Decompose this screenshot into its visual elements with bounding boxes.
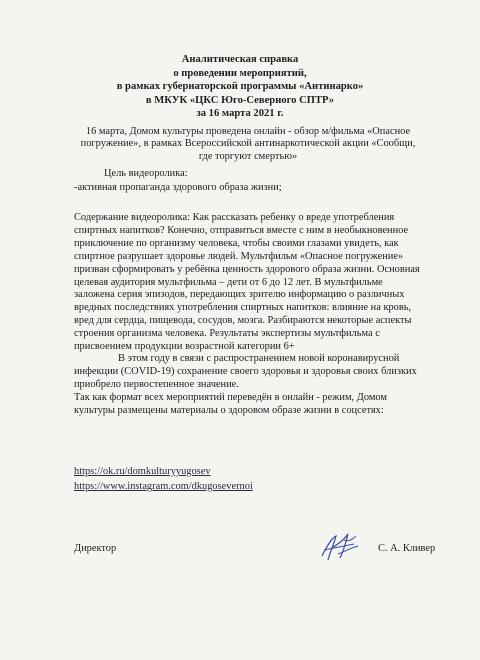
- content-line: призван сформировать у ребёнка ценность здорового образа жизни. Основная: [74, 263, 420, 275]
- covid-line: культуры размещены материалы о здоровом образе жизни в соцсетях:: [74, 404, 384, 416]
- content-line: вред для сердца, пищевода, сосудов, мозга. Разбираются некоторые аспекты: [74, 315, 412, 327]
- content-paragraph: [74, 212, 422, 354]
- document-title: [60, 53, 420, 121]
- intro-paragraph: [80, 126, 416, 163]
- ok-link[interactable]: https://ok.ru/domkulturyyugosev: [74, 466, 211, 477]
- title-line: Аналитическая справка: [181, 54, 299, 65]
- content-line: строения организма человека. Результаты экспертизы мультфильма с: [74, 328, 380, 340]
- title-line: в МКУК «ЦКС Юго-Северного СПТР»: [145, 94, 335, 106]
- content-line: вредных последствиях употребления спиртных напитков: влияние на кровь,: [74, 302, 412, 314]
- content-line: спиртных напитков? Конечно, отправиться вместе с ним в необыкновенное: [74, 224, 409, 236]
- title-line: о проведении мероприятий,: [173, 67, 307, 79]
- covid-paragraph: [74, 353, 422, 418]
- social-links: [74, 464, 253, 494]
- content-line: присвоением продукции возрастной категории 6+: [74, 341, 295, 353]
- director-label: Директор: [74, 543, 117, 554]
- instagram-link[interactable]: https://www.instagram.com/dkugosevernoi: [74, 481, 253, 492]
- content-line: заложена серия эпизодов, передающих зрителю информацию о различных: [74, 289, 405, 301]
- title-line: в рамках губернаторской программы «Антинарко»: [116, 81, 364, 93]
- signature-icon: [318, 530, 362, 564]
- content-line: Содержание видеоролика: Как рассказать ребенку о вреде употребления: [74, 212, 395, 223]
- content-line: спиртное разрушает здоровье людей. Мультфильм «Опасное погружение»: [74, 250, 404, 262]
- covid-line: Так как формат всех мероприятий переведён в онлайн - режим, Домом: [74, 391, 387, 403]
- content-line: приключение по организму человека, чтобы своими глазами увидеть, как: [74, 237, 399, 249]
- intro-line: где торгуют смертью»: [198, 150, 298, 162]
- intro-line: 16 марта, Домом культуры проведена онлайн - обзор м/фильма «Опасное: [85, 126, 411, 137]
- covid-line: приобрело первостепенное значение.: [74, 378, 239, 390]
- goal-text: -активная пропаганда здорового образа жизни;: [74, 182, 282, 193]
- covid-line: инфекции (COVID-19) сохранение своего здоровья и здоровья своих близких: [74, 365, 417, 377]
- goal-label: Цель видеоролика:: [104, 168, 188, 179]
- content-line: целевая аудитория мультфильма – дети от 6 до 12 лет. В мультфильме: [74, 276, 383, 288]
- intro-line: погружение», в рамках Всероссийской антинаркотической акции «Сообщи,: [80, 138, 416, 150]
- title-line: за 16 марта 2021 г.: [196, 108, 284, 120]
- signer-name: С. А. Кливер: [378, 543, 436, 554]
- covid-line: В этом году в связи с распространением новой коронавирусной: [118, 353, 400, 364]
